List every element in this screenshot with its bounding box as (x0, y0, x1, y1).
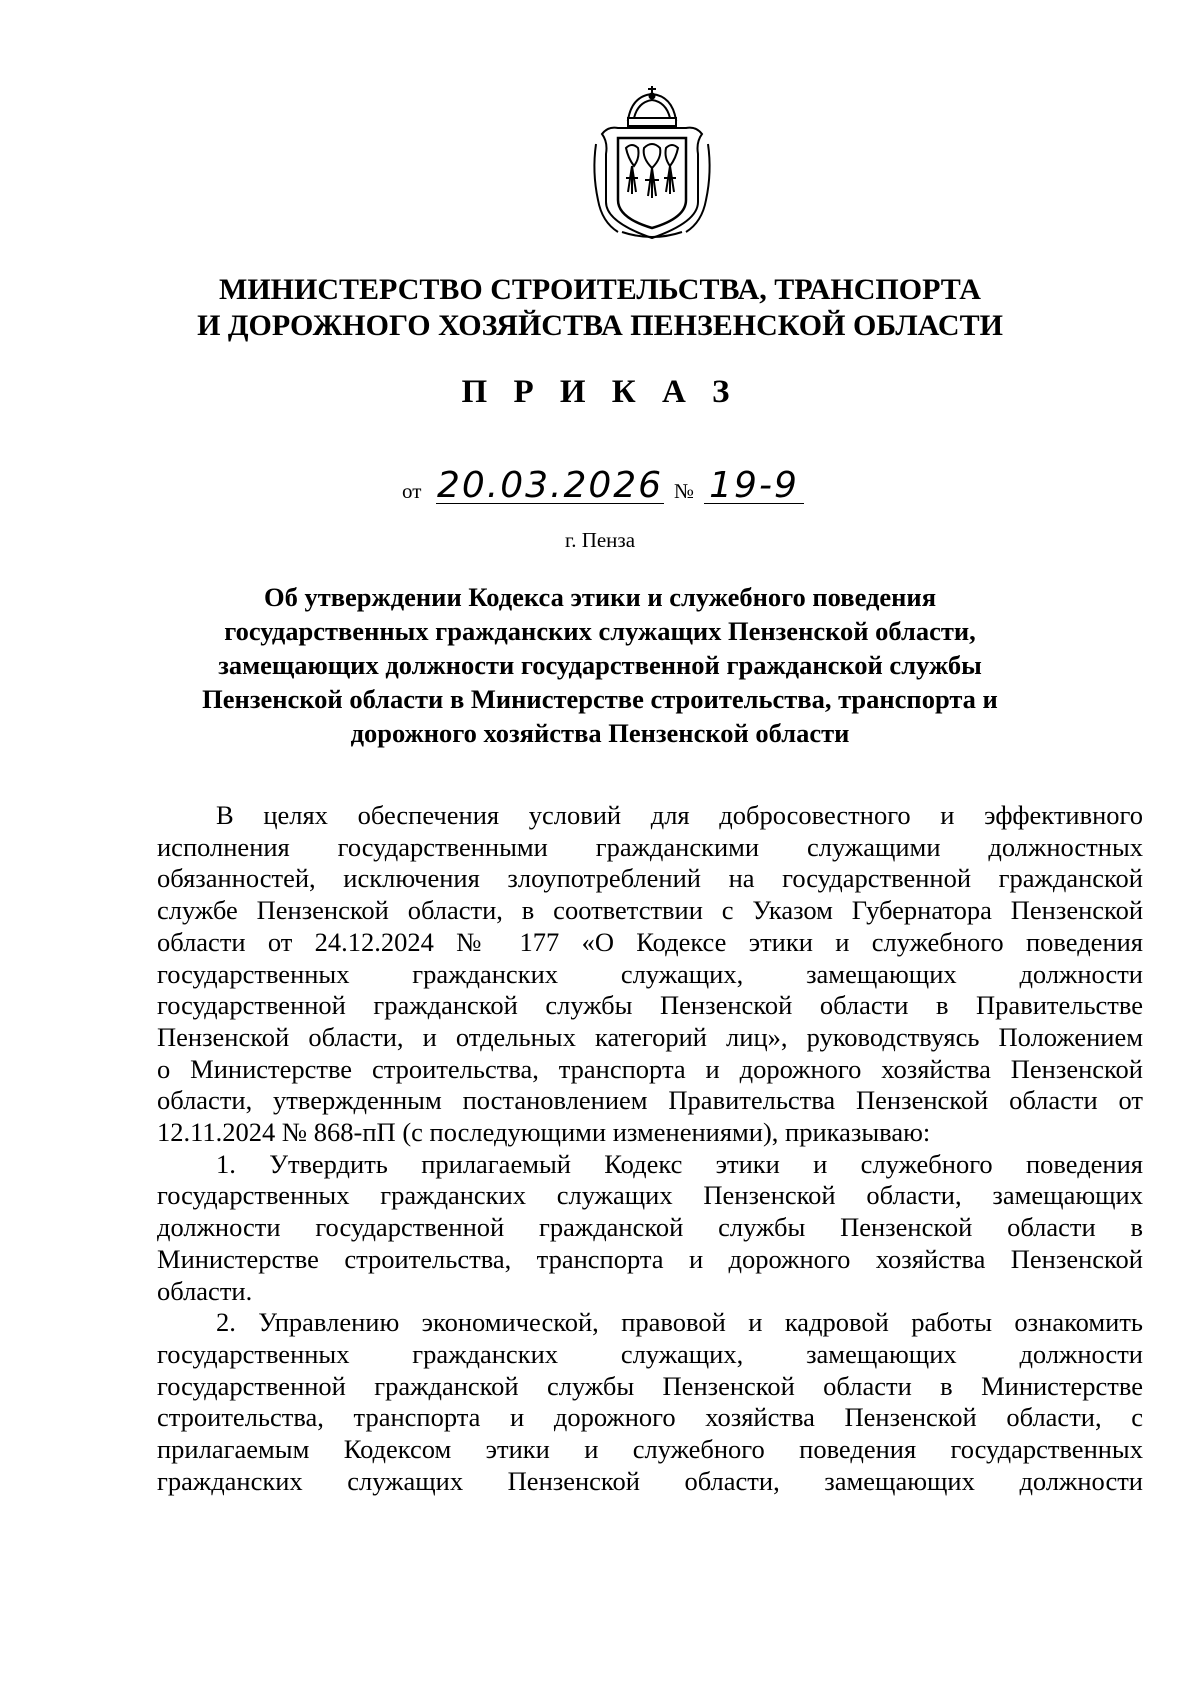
preamble-line: области от 24.12.2024 № 177 «О Кодексе этики и служебного поведения (157, 926, 1143, 957)
subject-line: дорожного хозяйства Пензенской области (350, 718, 850, 748)
preamble-line: Пензенской области, и отдельных категорий лиц», руководствуясь Положением (157, 1021, 1143, 1052)
order-subject (160, 580, 1040, 750)
number-label: № (674, 479, 695, 503)
subject-line: Пензенской области в Министерстве строительства, транспорта и (202, 684, 998, 714)
order-date: 20.03.2026 (436, 465, 664, 506)
order-date-number-row (402, 465, 882, 510)
preamble-line: В целях обеспечения условий для добросовестного и эффективного (216, 800, 1143, 830)
item-2-line: государственной гражданской службы Пензенской области в Министерстве (157, 1370, 1143, 1401)
item-1-line: государственных гражданских служащих Пензенской области, замещающих (157, 1180, 1143, 1211)
subject-line: государственных гражданских служащих Пензенской области, (224, 616, 976, 646)
preamble-line: службе Пензенской области, в соответствии с Указом Губернатора Пензенской (157, 895, 1143, 926)
preamble-line: обязанностей, исключения злоупотреблений на государственной гражданской (157, 863, 1143, 894)
city-name: г. Пенза (564, 528, 636, 552)
preamble-line: исполнения государственными гражданскими служащими должностных (157, 831, 1143, 862)
ministry-name (160, 272, 1040, 344)
order-number: 19-9 (709, 465, 799, 506)
item-1-line: 1. Утвердить прилагаемый Кодекс этики и служебного поведения (216, 1148, 1143, 1179)
document-type-title: П Р И К А З (461, 374, 739, 410)
preamble-line: государственных гражданских служащих, замещающих должности (157, 958, 1143, 989)
penza-region-coat-of-arms-icon (588, 82, 716, 242)
preamble-line: о Министерстве строительства, транспорта и дорожного хозяйства Пензенской (157, 1053, 1143, 1084)
ministry-name-line-1: МИНИСТЕРСТВО СТРОИТЕЛЬСТВА, ТРАНСПОРТА (219, 273, 981, 306)
item-2-line: строительства, транспорта и дорожного хозяйства Пензенской области, с (157, 1402, 1143, 1433)
item-1-line: области. (157, 1275, 253, 1306)
item-2-line: государственных гражданских служащих, замещающих должности (157, 1338, 1143, 1369)
preamble-line: 12.11.2024 № 868-пП (с последующими изменениями), приказываю: (157, 1117, 931, 1148)
item-1-line: Министерстве строительства, транспорта и дорожного хозяйства Пензенской (157, 1243, 1143, 1274)
item-1-line: должности государственной гражданской службы Пензенской области в (157, 1212, 1143, 1243)
preamble-line: области, утвержденным постановлением Правительства Пензенской области от (157, 1085, 1143, 1116)
item-2-line: 2. Управлению экономической, правовой и кадровой работы ознакомить (216, 1307, 1143, 1338)
item-2-line: прилагаемым Кодексом этики и служебного поведения государственных (157, 1434, 1143, 1465)
order-body (157, 800, 1143, 1497)
subject-line: замещающих должности государственной гражданской службы (218, 650, 982, 680)
subject-line: Об утверждении Кодекса этики и служебного поведения (263, 582, 937, 612)
ministry-name-line-2: И ДОРОЖНОГО ХОЗЯЙСТВА ПЕНЗЕНСКОЙ ОБЛАСТИ (197, 309, 1003, 342)
preamble-line: государственной гражданской службы Пензенской области в Правительстве (157, 990, 1143, 1021)
date-label: от (402, 479, 422, 503)
item-2-line: гражданских служащих Пензенской области, замещающих должности (157, 1465, 1143, 1496)
